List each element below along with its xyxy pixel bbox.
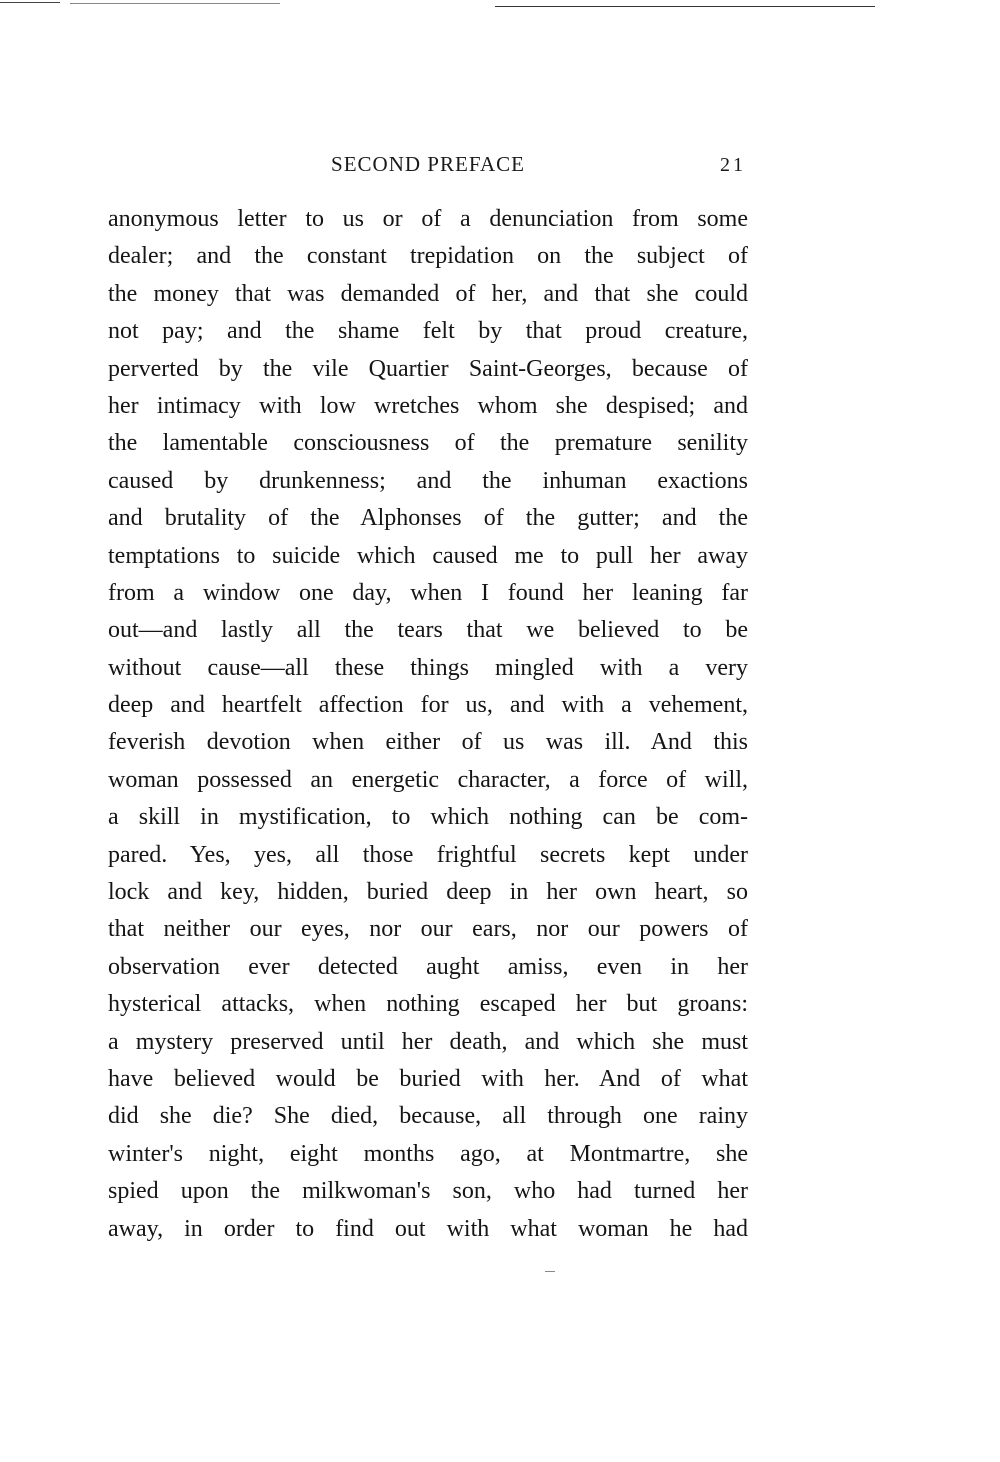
- text-line: woman possessed an energetic character, a force of will,: [108, 766, 748, 793]
- text-line: that neither our eyes, nor our ears, nor our powers of: [108, 916, 748, 943]
- scan-artifact-mid: [70, 3, 280, 4]
- scan-artifact-left: [0, 2, 60, 3]
- running-title: SECOND PREFACE: [331, 152, 525, 176]
- text-line: observation ever detected aught amiss, even in her: [108, 953, 748, 980]
- text-line: did she die? She died, because, all through one rainy: [108, 1103, 748, 1130]
- text-line: feverish devotion when either of us was ill. And this: [108, 729, 748, 756]
- running-head: [108, 148, 748, 188]
- text-line: lock and key, hidden, buried deep in her own heart, so: [108, 879, 748, 906]
- text-line: not pay; and the shame felt by that proud creature,: [108, 318, 748, 345]
- text-line: caused by drunkenness; and the inhuman exactions: [108, 467, 748, 494]
- text-line: without cause—all these things mingled with a very: [108, 654, 748, 681]
- text-line: pared. Yes, yes, all those frightful secrets kept under: [108, 841, 748, 868]
- text-line: have believed would be buried with her. And of what: [108, 1065, 748, 1092]
- text-line: hysterical attacks, when nothing escaped her but groans:: [108, 991, 748, 1018]
- text-line: a skill in mystification, to which nothing can be com-: [108, 804, 748, 831]
- text-line: deep and heartfelt affection for us, and with a vehement,: [108, 692, 748, 719]
- text-line: the lamentable consciousness of the premature senility: [108, 430, 748, 457]
- text-line: temptations to suicide which caused me to pull her away: [108, 542, 748, 569]
- scan-artifact-right: [495, 6, 875, 7]
- text-line: winter's night, eight months ago, at Montmartre, she: [108, 1140, 748, 1167]
- text-line: her intimacy with low wretches whom she despised; and: [108, 392, 748, 419]
- text-line: spied upon the milkwoman's son, who had turned her: [108, 1178, 748, 1205]
- text-line: dealer; and the constant trepidation on the subject of: [108, 243, 748, 270]
- text-line: from a window one day, when I found her leaning far: [108, 579, 748, 606]
- text-line: out—and lastly all the tears that we believed to be: [108, 617, 748, 644]
- page-number: 21: [720, 154, 746, 176]
- text-line: away, in order to find out with what woman he had: [108, 1215, 748, 1242]
- text-line: a mystery preserved until her death, and which she must: [108, 1028, 748, 1055]
- text-line: the money that was demanded of her, and that she could: [108, 280, 748, 307]
- text-line: anonymous letter to us or of a denunciation from some: [108, 206, 748, 232]
- scan-speck: [545, 1271, 555, 1272]
- body-text: [108, 201, 748, 1248]
- text-line: and brutality of the Alphonses of the gutter; and the: [108, 505, 748, 532]
- text-line: perverted by the vile Quartier Saint-Georges, because of: [108, 355, 748, 382]
